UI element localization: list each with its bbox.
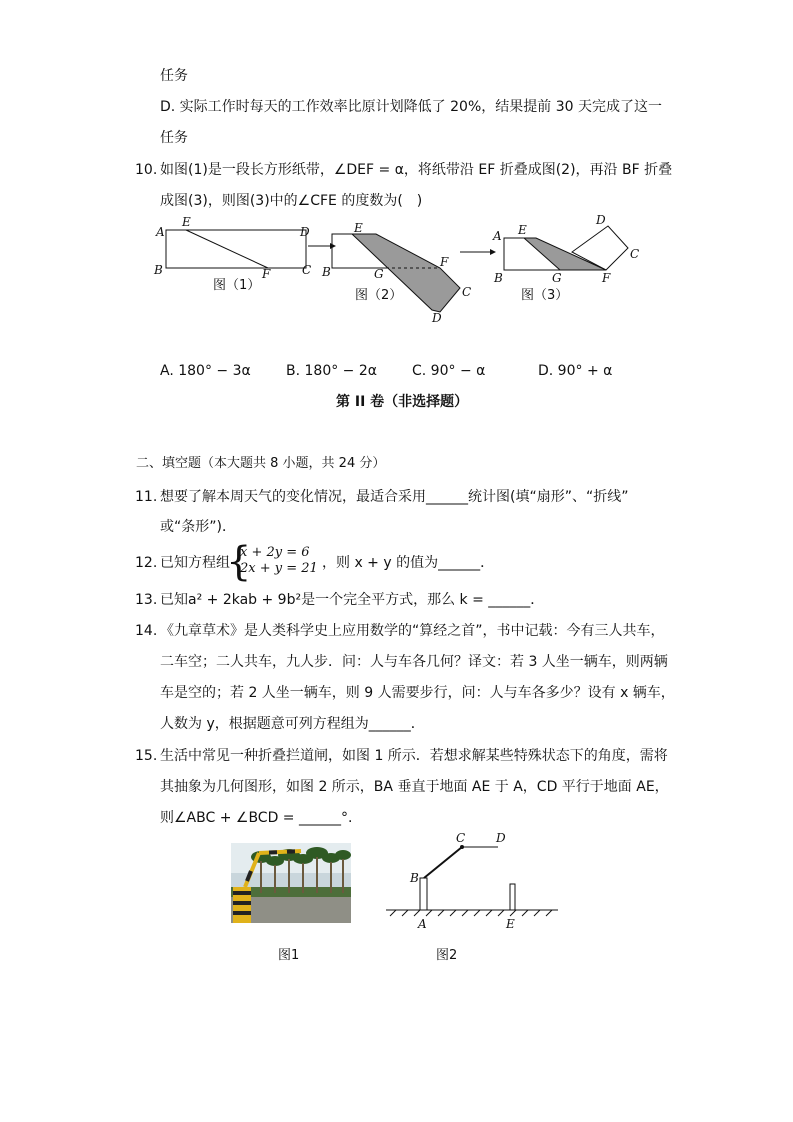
q12-suffix: ，则 x + y 的值为______．: [322, 555, 495, 571]
q10-figure-2: [321, 221, 471, 325]
figure2-point-a: A: [418, 917, 427, 931]
post-e: [510, 884, 515, 910]
section-heading-fill-in: 二、填空题（本大题共 8 小题，共 24 分）: [136, 456, 386, 471]
q14-text-line4: 人数为 y，根据题意可列方程组为______．: [160, 716, 425, 732]
q11-text-line2: 或“条形”)．: [160, 519, 236, 535]
q15-text-line3: 则∠ABC + ∠BCD = ______°.: [160, 810, 353, 826]
q10-option-d: D. 90° + α: [538, 363, 613, 379]
figure1-point-c: C: [302, 263, 312, 277]
q13-number: 13.: [135, 592, 158, 608]
q10-figure2-caption: 图（2）: [355, 288, 403, 303]
q9-continuation-line-2: 任务: [160, 130, 188, 146]
q10-option-b: B. 180° − 2α: [286, 363, 377, 379]
figure3-shaded-triangle: [524, 238, 606, 270]
ground-hatching: [390, 910, 552, 916]
q14-text-line1: 《九章草术》是人类科学史上应用数学的“算经之首”，书中记载：今有三人共车，: [160, 623, 665, 639]
q10-figure1-caption: 图（1）: [213, 278, 261, 293]
figure1-rectangle: [166, 230, 306, 268]
figure2-point-g: G: [374, 267, 384, 281]
q15-text-line1: 生活中常见一种折叠拦道闸，如图 1 所示．若想求解某些特殊状态下的角度，需将: [160, 748, 668, 764]
figure1-point-b: B: [154, 263, 163, 277]
figure2-point-d: D: [496, 831, 506, 845]
part2-title: 第 II 卷（非选择题）: [336, 394, 469, 410]
figure1-point-a: A: [156, 225, 165, 239]
figure1-point-e: E: [182, 215, 191, 229]
figure2-point-f: F: [440, 255, 449, 269]
figure3-point-b: B: [494, 271, 503, 285]
q15-figure1-caption: 图1: [278, 948, 300, 963]
q15-text-line2: 其抽象为几何图形，如图 2 所示，BA 垂直于地面 AE 于 A，CD 平行于地面 AE，: [160, 779, 669, 795]
q13-text: 已知a² + 2kab + 9b²是一个完全平方式，那么 k = ______．: [160, 592, 545, 608]
q10-figures: [150, 208, 650, 328]
q12-number: 12.: [135, 555, 158, 571]
q11-text-line1: 想要了解本周天气的变化情况，最适合采用______统计图(填“扇形”、“折线”: [160, 489, 629, 505]
q11-number: 11.: [135, 489, 158, 505]
q14-text-line3: 车是空的；若 2 人坐一辆车，则 9 人需要步行，问：人与车各多少？设有 x 辆车，: [160, 685, 675, 701]
post-ba: [420, 878, 427, 910]
figure2-point-e: E: [354, 221, 363, 235]
figure2-point-e: E: [506, 917, 515, 931]
q12-prefix: 已知方程组: [160, 555, 230, 571]
q10-number: 10.: [135, 162, 158, 178]
q10-option-a: A. 180° − 3α: [160, 363, 251, 379]
figure3-point-a: A: [493, 229, 502, 243]
figure3-point-e: E: [518, 223, 527, 237]
q15-number: 15.: [135, 748, 158, 764]
figure1-fold-line-ef: [186, 230, 268, 268]
arrow-right-icon: [460, 249, 496, 255]
figure2-point-d: D: [432, 311, 442, 325]
q10-option-c: C. 90° − α: [412, 363, 486, 379]
figure1-point-d: D: [300, 225, 310, 239]
figure1-point-f: F: [262, 267, 271, 281]
q14-text-line2: 二车空；二人共车，九人步．问：人与车各几何？译文：若 3 人坐一辆车，则两辆: [160, 654, 668, 670]
figure3-point-c: C: [630, 247, 640, 261]
q14-number: 14.: [135, 623, 158, 639]
figure2-point-c: C: [456, 831, 466, 845]
q12-equation-2: 2x + y = 21: [240, 561, 318, 576]
figure2-point-b: B: [410, 871, 419, 885]
figure3-point-d: D: [596, 213, 606, 227]
figure3-point-g: G: [552, 271, 562, 285]
barrier-gate-photo: [231, 843, 351, 923]
q10-figure3-caption: 图（3）: [521, 288, 569, 303]
equation-system-brace: {: [226, 539, 252, 585]
segment-bc: [424, 847, 462, 878]
q10-figure-3: [492, 213, 639, 285]
figure2-point-c: C: [462, 285, 472, 299]
figure3-point-f: F: [602, 271, 611, 285]
q10-figure-1: [153, 215, 311, 281]
q10-text-line1: 如图(1)是一段长方形纸带，∠DEF = α，将纸带沿 EF 折叠成图(2)，再沿 BF 折叠: [160, 162, 673, 178]
q12-equation-1: x + 2y = 6: [240, 545, 310, 560]
q15-figure-2: [380, 826, 565, 936]
q15-figure2-caption: 图2: [436, 948, 458, 963]
figure2-point-b: B: [322, 265, 331, 279]
q10-text-line2: 成图(3)，则图(3)中的∠CFE 的度数为( ): [160, 193, 423, 209]
q9-continuation-line: 任务: [160, 68, 188, 84]
q9-option-d: D. 实际工作时每天的工作效率比原计划降低了 20%，结果提前 30 天完成了这一: [160, 99, 662, 115]
